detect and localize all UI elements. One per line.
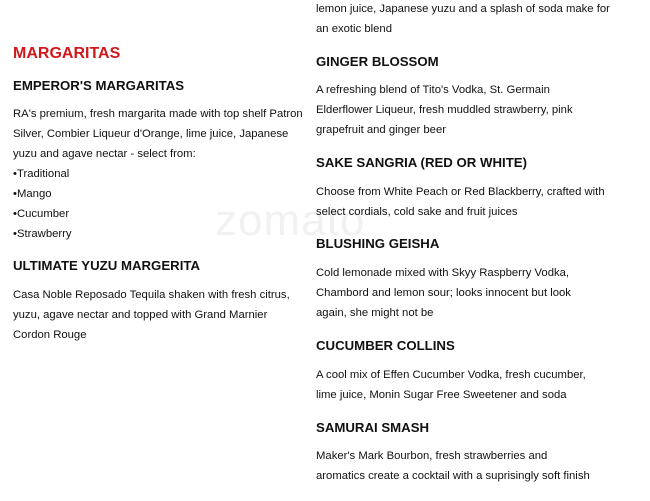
menu-item-description: A cool mix of Effen Cucumber Vodka, fresh cucumber, lime juice, Monin Sugar Free Sweetener and soda <box>316 369 586 401</box>
menu-item-title: SAKE SANGRIA (RED OR WHITE) <box>316 155 528 170</box>
option-item: • Strawberry <box>13 224 72 244</box>
option-list <box>13 164 72 244</box>
menu-item-description: Casa Noble Reposado Tequila shaken with fresh citrus, yuzu, agave nectar and topped with Grand Marnier Cordon Rouge <box>13 289 290 341</box>
menu-item-title: GINGER BLOSSOM <box>316 54 439 69</box>
option-item: • Cucumber <box>13 204 72 224</box>
menu-item-description: Cold lemonade mixed with Skyy Raspberry Vodka, Chambord and lemon sour; looks innocent but look again, she might not be <box>316 267 571 319</box>
section-title-margaritas: MARGARITAS <box>13 45 121 62</box>
menu-item-description: A refreshing blend of Tito's Vodka, St. Germain Elderflower Liqueur, fresh muddled strawberry, pink grapefruit and ginger beer <box>316 84 573 136</box>
watermark: zomato <box>215 196 366 245</box>
menu-item-title: CUCUMBER COLLINS <box>316 338 455 353</box>
option-item: • Traditional <box>13 164 72 184</box>
menu-item-title: BLUSHING GEISHA <box>316 236 440 251</box>
continued-description: lemon juice, Japanese yuzu and a splash of soda make for an exotic blend <box>316 3 610 35</box>
menu-item-description: Maker's Mark Bourbon, fresh strawberries and aromatics create a cocktail with a suprisingly soft finish <box>316 450 590 482</box>
menu-item-title: EMPEROR'S MARGARITAS <box>13 78 185 93</box>
menu-item-description: RA's premium, fresh margarita made with top shelf Patron Silver, Combier Liqueur d'Orange, lime juice, Japanese yuzu and agave nectar - select from: <box>13 108 303 160</box>
menu-item-title: SAMURAI SMASH <box>316 420 430 435</box>
menu-item-title: ULTIMATE YUZU MARGERITA <box>13 258 201 273</box>
menu-item-description: Choose from White Peach or Red Blackberry, crafted with select cordials, cold sake and fruit juices <box>316 186 605 218</box>
option-item: • Mango <box>13 184 72 204</box>
